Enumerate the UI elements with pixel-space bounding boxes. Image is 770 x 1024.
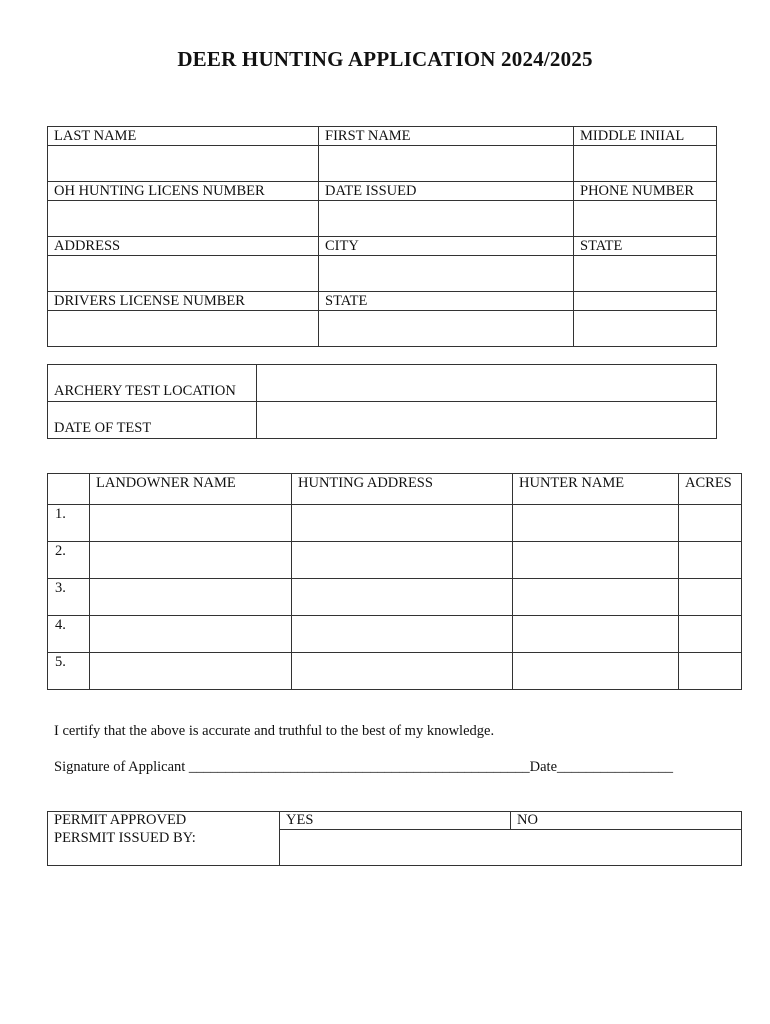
landowner-name-field[interactable]	[90, 505, 292, 542]
state-field[interactable]	[574, 256, 717, 292]
signature-line[interactable]: Signature of Applicant _______________________________________________Date________________	[54, 759, 674, 775]
table-header-row	[48, 474, 742, 505]
page-title: DEER HUNTING APPLICATION 2024/2025	[177, 47, 593, 71]
acres-field[interactable]	[679, 579, 742, 616]
hunter-name-field[interactable]	[513, 579, 679, 616]
hunting-license-label: OH HUNTING LICENS NUMBER	[48, 182, 319, 201]
landowner-name-field[interactable]	[90, 653, 292, 690]
table-row	[48, 616, 742, 653]
middle-initial-label: MIDDLE INIIAL	[574, 127, 717, 146]
hunter-name-field[interactable]	[513, 542, 679, 579]
table-row	[48, 402, 717, 439]
hunting-address-field[interactable]	[292, 505, 513, 542]
last-name-label: LAST NAME	[48, 127, 319, 146]
dl-state-label: STATE	[319, 292, 574, 311]
row-number: 2.	[48, 542, 90, 579]
table-row	[48, 812, 742, 830]
drivers-license-field[interactable]	[48, 311, 319, 347]
row-number: 5.	[48, 653, 90, 690]
column-header-landowner: LANDOWNER NAME	[90, 474, 292, 505]
table-row	[48, 311, 717, 347]
address-label: ADDRESS	[48, 237, 319, 256]
test-date-label: DATE OF TEST	[48, 402, 257, 439]
hunter-name-field[interactable]	[513, 616, 679, 653]
hunting-address-field[interactable]	[292, 542, 513, 579]
hunting-address-field[interactable]	[292, 579, 513, 616]
table-row	[48, 365, 717, 402]
city-field[interactable]	[319, 256, 574, 292]
column-header-hunter-name: HUNTER NAME	[513, 474, 679, 505]
table-row	[48, 292, 717, 311]
column-header	[48, 474, 90, 505]
date-issued-label: DATE ISSUED	[319, 182, 574, 201]
table-row	[48, 542, 742, 579]
permit-issued-by-field[interactable]	[280, 830, 742, 866]
drivers-license-label: DRIVERS LICENSE NUMBER	[48, 292, 319, 311]
table-row	[48, 182, 717, 201]
first-name-field[interactable]	[319, 146, 574, 182]
acres-field[interactable]	[679, 653, 742, 690]
middle-initial-field[interactable]	[574, 146, 717, 182]
acres-field[interactable]	[679, 616, 742, 653]
hunting-license-field[interactable]	[48, 201, 319, 237]
permit-table	[47, 811, 742, 866]
hunting-address-field[interactable]	[292, 653, 513, 690]
column-header-hunting-address: HUNTING ADDRESS	[292, 474, 513, 505]
empty-field[interactable]	[574, 311, 717, 347]
table-row	[48, 579, 742, 616]
landowner-name-field[interactable]	[90, 542, 292, 579]
permit-approved-label: PERMIT APPROVED	[48, 812, 280, 830]
table-row	[48, 256, 717, 292]
applicant-info-table	[47, 126, 717, 347]
row-number: 4.	[48, 616, 90, 653]
row-number: 3.	[48, 579, 90, 616]
table-row	[48, 653, 742, 690]
address-field[interactable]	[48, 256, 319, 292]
archery-location-field[interactable]	[257, 365, 717, 402]
hunting-address-field[interactable]	[292, 616, 513, 653]
landowner-table	[47, 473, 742, 690]
permit-issued-by-label: PERSMIT ISSUED BY:	[48, 830, 280, 866]
archery-location-label: ARCHERY TEST LOCATION	[48, 365, 257, 402]
certification-statement: I certify that the above is accurate and truthful to the best of my knowledge.	[54, 723, 495, 739]
first-name-label: FIRST NAME	[319, 127, 574, 146]
table-row	[48, 505, 742, 542]
table-row	[48, 201, 717, 237]
landowner-name-field[interactable]	[90, 616, 292, 653]
hunter-name-field[interactable]	[513, 505, 679, 542]
last-name-field[interactable]	[48, 146, 319, 182]
column-header-acres: ACRES	[679, 474, 742, 505]
date-issued-field[interactable]	[319, 201, 574, 237]
table-row	[48, 830, 742, 866]
phone-number-field[interactable]	[574, 201, 717, 237]
row-number: 1.	[48, 505, 90, 542]
dl-state-field[interactable]	[319, 311, 574, 347]
city-label: CITY	[319, 237, 574, 256]
yes-option[interactable]: YES	[280, 812, 511, 830]
acres-field[interactable]	[679, 542, 742, 579]
landowner-name-field[interactable]	[90, 579, 292, 616]
phone-number-label: PHONE NUMBER	[574, 182, 717, 201]
acres-field[interactable]	[679, 505, 742, 542]
state-label: STATE	[574, 237, 717, 256]
archery-test-table	[47, 364, 717, 439]
hunter-name-field[interactable]	[513, 653, 679, 690]
table-row	[48, 237, 717, 256]
empty-cell	[574, 292, 717, 311]
test-date-field[interactable]	[257, 402, 717, 439]
table-row	[48, 127, 717, 146]
table-row	[48, 146, 717, 182]
no-option[interactable]: NO	[511, 812, 742, 830]
